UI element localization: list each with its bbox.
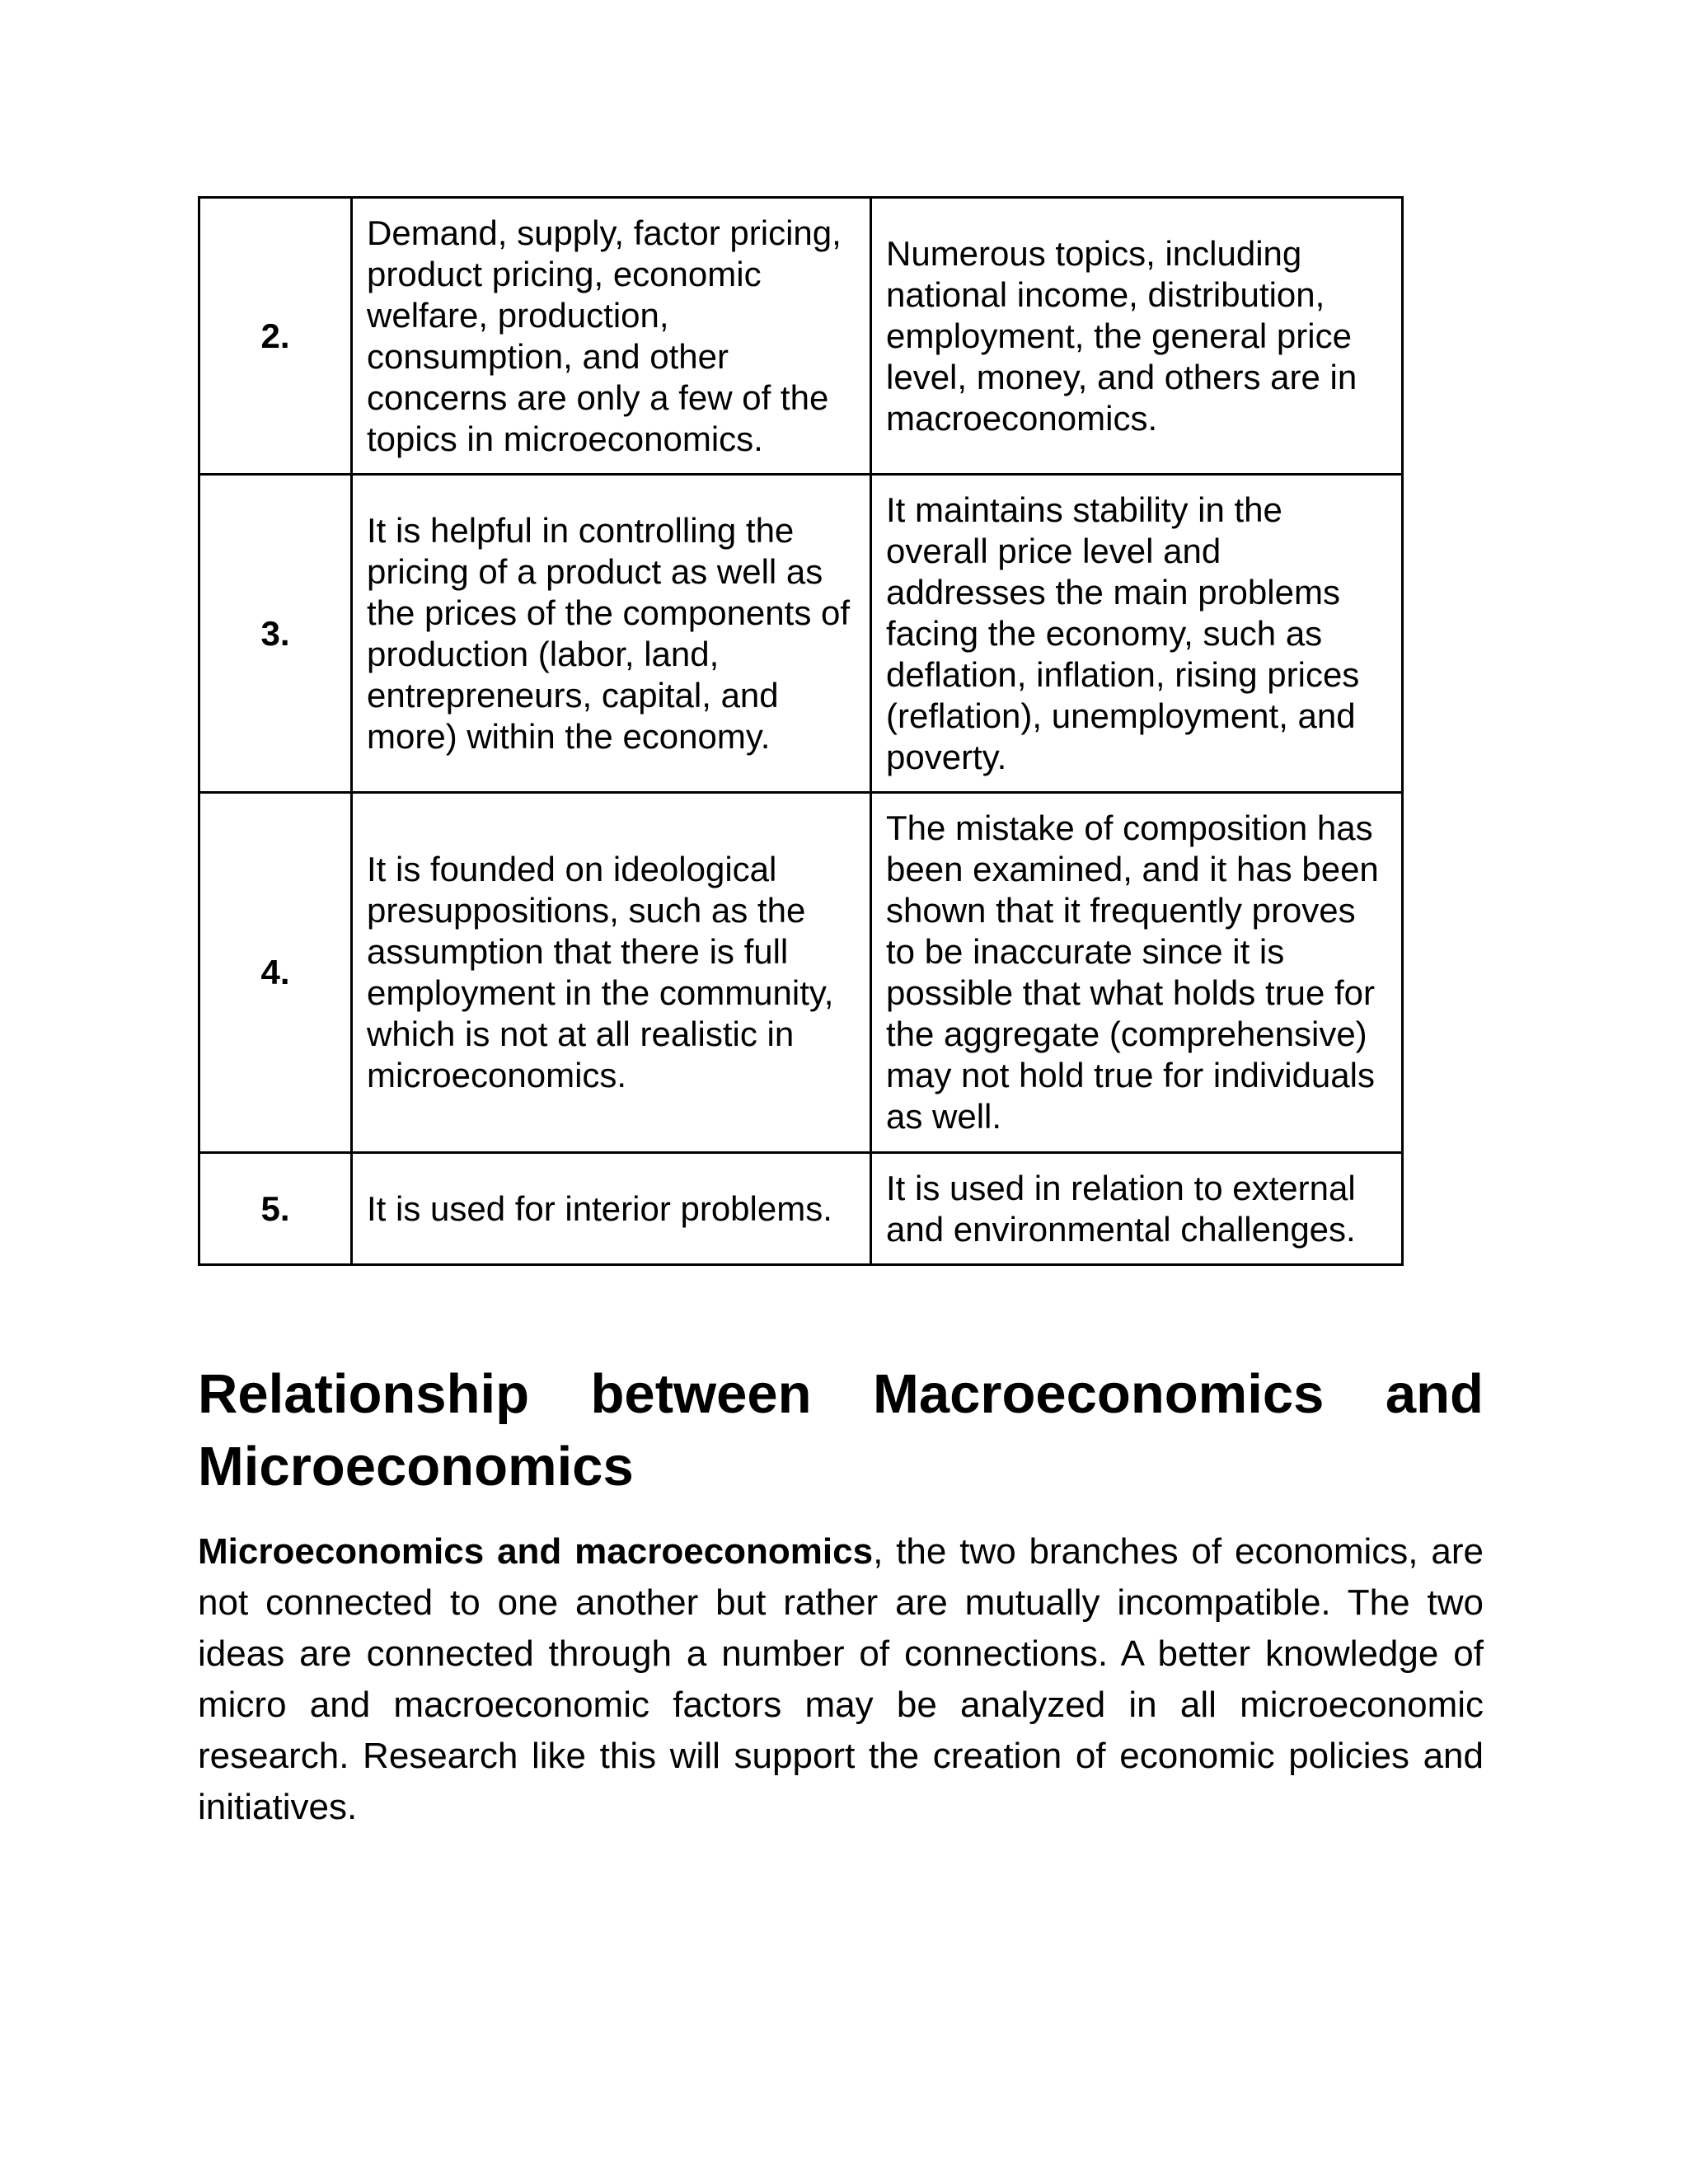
macroeconomics-cell: The mistake of composition has been examined, and it has been shown that it frequently proves to be inaccurate since it is possible that what holds true for the aggregate (comprehensive) may not hold true for individuals as well. xyxy=(871,793,1403,1153)
comparison-table xyxy=(198,196,1404,1266)
macroeconomics-cell: It maintains stability in the overall price level and addresses the main problems facing the economy, such as deflation, inflation, rising prices (reflation), unemployment, and poverty. xyxy=(871,475,1403,793)
macroeconomics-cell: Numerous topics, including national income, distribution, employment, the general price level, money, and others are in macroeconomics. xyxy=(871,198,1403,475)
paragraph-body: , the two branches of economics, are not connected to one another but rather are mutually incompatible. The two ideas are connected through a number of connections. A better knowledge of micro and macroeconomic factors may be analyzed in all microeconomic research. Research like this will support the creation of economic policies and initiatives. xyxy=(198,1531,1484,1827)
table-row xyxy=(199,475,1403,793)
table-row xyxy=(199,1153,1403,1265)
row-number: 2. xyxy=(199,198,352,475)
row-number: 3. xyxy=(199,475,352,793)
table-row xyxy=(199,198,1403,475)
table-row xyxy=(199,793,1403,1153)
macroeconomics-cell: It is used in relation to external and environmental challenges. xyxy=(871,1153,1403,1265)
section-heading: Relationship between Macroeconomics and Microeconomics xyxy=(198,1363,1484,1497)
row-number: 4. xyxy=(199,793,352,1153)
section-paragraph xyxy=(198,1526,1484,1833)
microeconomics-cell: It is helpful in controlling the pricing of a product as well as the prices of the components of production (labor, land, entrepreneurs, capital, and more) within the economy. xyxy=(352,475,871,793)
paragraph-bold-lead: Microeconomics and macroeconomics xyxy=(198,1531,874,1572)
row-number: 5. xyxy=(199,1153,352,1265)
microeconomics-cell: It is founded on ideological presuppositions, such as the assumption that there is full employment in the community, which is not at all realistic in microeconomics. xyxy=(352,793,871,1153)
microeconomics-cell: Demand, supply, factor pricing, product pricing, economic welfare, production, consumption, and other concerns are only a few of the topics in microeconomics. xyxy=(352,198,871,475)
microeconomics-cell: It is used for interior problems. xyxy=(352,1153,871,1265)
